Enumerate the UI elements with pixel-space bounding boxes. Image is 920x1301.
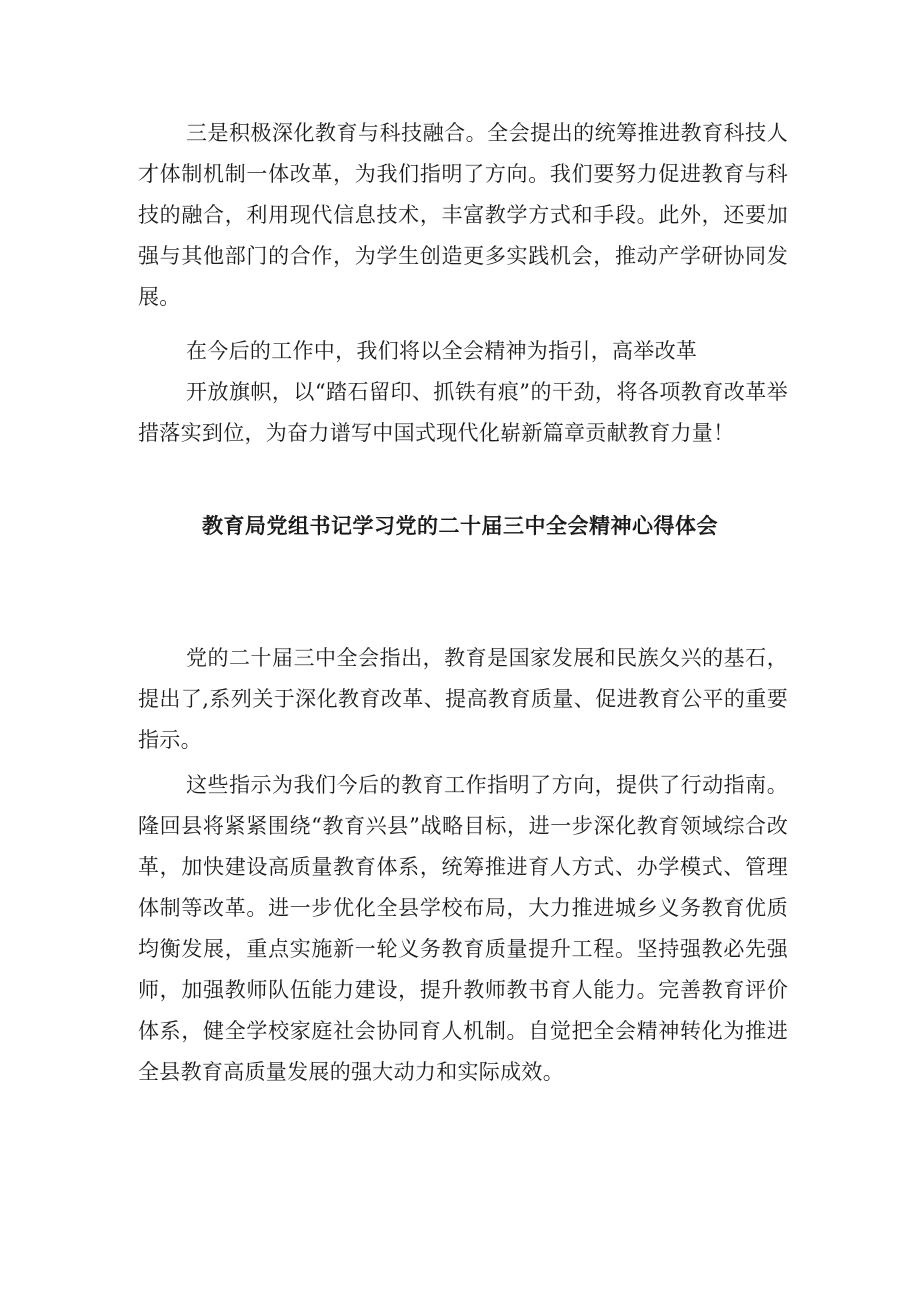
- paragraph-future-work: 在今后的工作中，我们将以全会精神为指引，高举改革: [186, 339, 698, 363]
- paragraph-plenum-education: 党的二十届三中全会指出，教育是国家发展和民族夂兴的基石，提出了,系列关于深化教育改革、提高教育质量、促进教育公平的重要指示。: [138, 646, 788, 752]
- paragraph-longhui-plan: 这些指示为我们今后的教育工作指明了方向，提供了行动指南。隆回县将紧紧围绕“教育兴县”战略目标，进一步深化教育领域综合改革，加快建设高质量教育体系，统筹推进育人方式、办学模式、管理体制等改革。进一步优化全县学校布局，大力推进城乡义务教育优质均衡发展，重点实施新一轮义务教育质量提升工程。坚持强教必先强师，加强教师队伍能力建设，提升教师教书育人能力。完善教育评价体系，健全学校家庭社会协同育人机制。自觉把全会精神转化为推进全县教育高质量发展的强大动力和实际成效。: [138, 773, 788, 1084]
- paragraph-tech-integration: 三是积极深化教育与科技融合。全会提出的统筹推进教育科技人才体制机制一体改革，为我们指明了方向。我们要努力促进教育与科技的融合，利用现代信息技术，丰富教学方式和手段。此外，还要加强与其他部门的合作，为学生创造更多实践机会，推动产学研协同发展。: [138, 121, 788, 309]
- article-title: 教育局党组书记学习党的二十届三中全会精神心得体会: [202, 514, 718, 538]
- paragraph-reform-banner: 开放旗帜，以“踏石留印、抓铁有痕”的干劲，将各项教育改革举措落实到位，为奋力谱写中国式现代化崭新篇章贡献教育力量！: [138, 380, 788, 445]
